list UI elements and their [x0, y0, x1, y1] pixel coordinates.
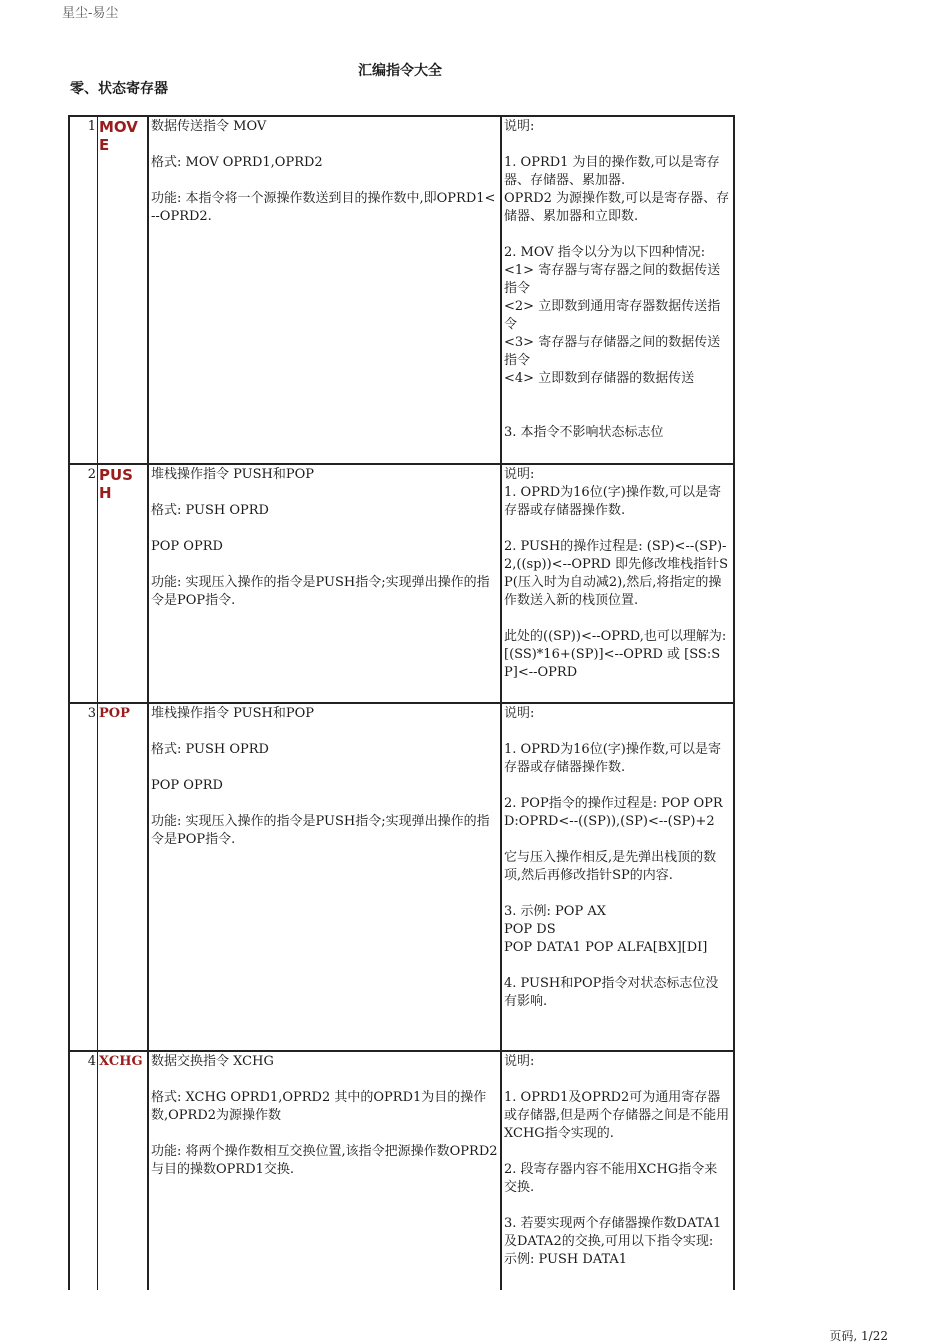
row-number: 4	[70, 1052, 98, 1290]
page-number: 页码, 1/22	[829, 1329, 888, 1343]
row-number: 2	[70, 465, 98, 702]
page-header: 星尘-易尘	[62, 6, 119, 21]
instruction-notes: 说明: 1. OPRD为16位(字)操作数,可以是寄存器或存储器操作数. 2. POP指令的操作过程是: POP OPRD:OPRD<--((SP)),(SP)<--(SP)+2 它与压入操作相反,是先弹出栈顶的数项,然后再修改指针SP的内容. 3. 示例: POP AX POP DS POP DATA1 POP ALFA[BX][DI] 4. PUSH和POP指令对状态标志位没有影响.	[504, 706, 723, 1009]
section-title: 零、状态寄存器	[70, 81, 168, 97]
instruction-description: 堆栈操作指令 PUSH和POP 格式: PUSH OPRD POP OPRD 功能: 实现压入操作的指令是PUSH指令;实现弹出操作的指令是POP指令.	[149, 465, 502, 702]
instruction-name: POP	[98, 704, 149, 1050]
row-number: 1	[70, 117, 98, 463]
instruction-description: 数据交换指令 XCHG 格式: XCHG OPRD1,OPRD2 其中的OPRD1为目的操作数,OPRD2为源操作数 功能: 将两个操作数相互交换位置,该指令把源操作数OPRD2与目的操数OPRD1交换.	[149, 1052, 502, 1290]
table-row	[70, 1052, 733, 1290]
instruction-notes: 说明: 1. OPRD1 为目的操作数,可以是寄存器、存储器、累加器. OPRD2 为源操作数,可以是寄存器、存储器、累加器和立即数. 2. MOV 指令以分为以下四种情况: <1> 寄存器与寄存器之间的数据传送指令 <2> 立即数到通用寄存器数据传送指令 <3> 寄存器与存储器之间的数据传送指令 <4> 立即数到存储器的数据传送 3. 本指令不影响状态标志位	[504, 119, 730, 440]
instruction-description: 堆栈操作指令 PUSH和POP 格式: PUSH OPRD POP OPRD 功能: 实现压入操作的指令是PUSH指令;实现弹出操作的指令是POP指令.	[149, 704, 502, 1050]
document-title: 汇编指令大全	[358, 63, 442, 79]
instruction-name: XCHG	[98, 1052, 149, 1290]
instruction-description: 数据传送指令 MOV 格式: MOV OPRD1,OPRD2 功能: 本指令将一个源操作数送到目的操作数中,即OPRD1<--OPRD2.	[149, 117, 502, 463]
row-number: 3	[70, 704, 98, 1050]
instruction-name: PUSH	[98, 465, 149, 702]
instruction-table	[68, 115, 735, 1290]
instruction-notes: 说明: 1. OPRD为16位(字)操作数,可以是寄存器或存储器操作数. 2. PUSH的操作过程是: (SP)<--(SP)-2,((sp))<--OPRD 即先修改堆栈指针SP(压入时为自动减2),然后,将指定的操作数送入新的栈顶位置. 此处的((SP))<--OPRD,也可以理解为: [(SS)*16+(SP)]<--OPRD 或 [SS:SP]<--OPRD	[504, 467, 729, 680]
table-row	[70, 704, 733, 1052]
table-row	[70, 465, 733, 704]
table-row	[70, 117, 733, 465]
instruction-notes: 说明: 1. OPRD1及OPRD2可为通用寄存器或存储器,但是两个存储器之间是不能用XCHG指令实现的. 2. 段寄存器内容不能用XCHG指令来交换. 3. 若要实现两个存储器操作数DATA1及DATA2的交换,可用以下指令实现: 示例: PUSH DATA1	[504, 1054, 730, 1267]
instruction-name: MOVE	[98, 117, 149, 463]
